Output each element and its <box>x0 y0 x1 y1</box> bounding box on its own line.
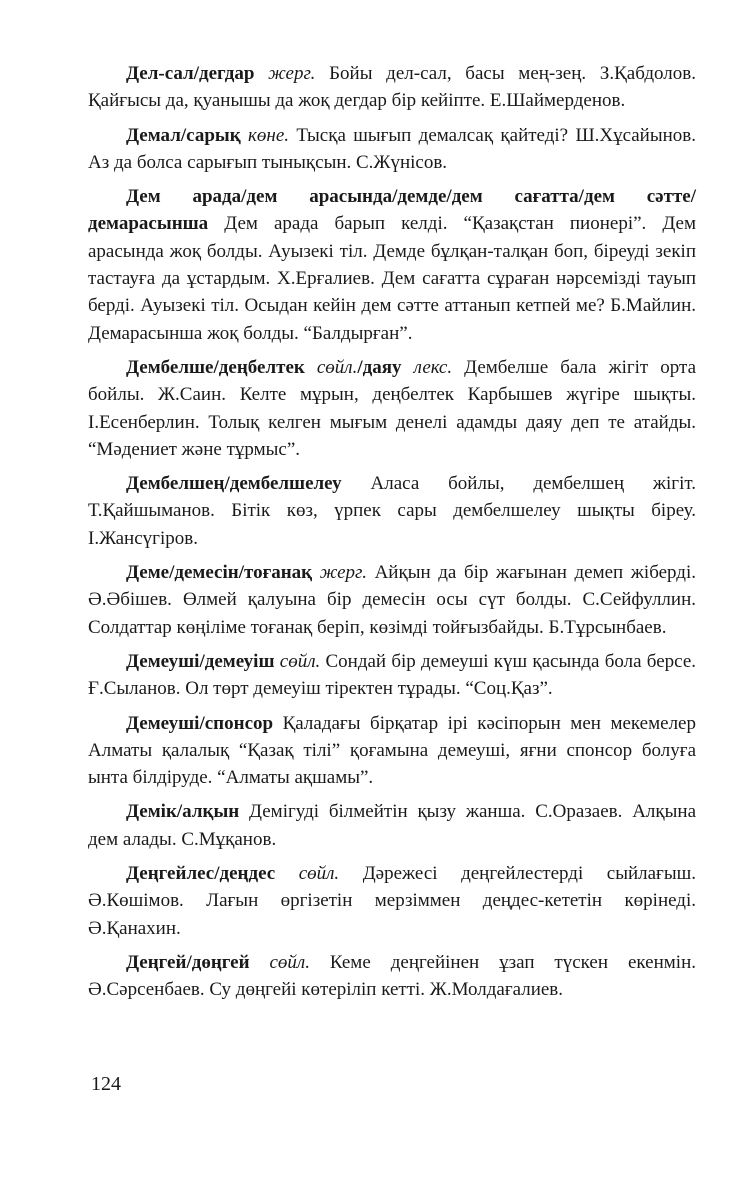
entry-list <box>88 60 696 1004</box>
usage-label: жерг. <box>268 63 316 84</box>
entry-headword: /даяу <box>357 356 402 378</box>
dictionary-entry <box>88 122 696 177</box>
entry-text: Демігуді білмейтін қызу жанша. С.Оразаев. Алқына дем алады. С.Мұқанов. <box>88 801 696 850</box>
entry-text: Дәрежесі деңгейлестерді сыйлағыш. Ә.Көшімов. Лағын өргізетін мерзіммен деңдес-кететін көрінеді. Ә.Қанахин. <box>88 863 696 939</box>
dictionary-entry <box>88 798 696 853</box>
entry-headword: Дембелшең/дембелшелеу <box>126 473 342 495</box>
dictionary-entry <box>88 559 696 641</box>
entry-headword: Демеуші/демеуіш <box>126 650 275 672</box>
entry-text <box>312 562 320 583</box>
entry-text <box>402 357 414 378</box>
entry-text <box>254 63 268 84</box>
entry-text: Бойы дел-сал, басы мең-зең. З.Қабдолов. Қайғысы да, қуанышы да жоқ дегдар бір кейіпте. Е.Шаймерденов. <box>88 63 697 112</box>
usage-label: сөйл. <box>279 650 321 672</box>
entry-headword: Дел-сал/дегдар <box>126 63 255 84</box>
entry-headword: Дембелше/деңбелтек <box>126 356 305 378</box>
dictionary-entry <box>88 183 696 347</box>
dictionary-entry <box>88 860 696 942</box>
entry-headword: Дем арада/дем арасында/демде/дем сағатта/дем сәтте/ демарасынша <box>88 186 696 235</box>
entry-text <box>305 357 317 378</box>
entry-text: Дембелше бала жігіт орта бойлы. Ж.Саин. Келте мұрын, деңбелтек Карбышев жүгіре шықты. І.Есенберлин. Толық келген мығым денелі адамды даяу деп те атайды. “Мәдениет және тұрмыс”. <box>88 356 697 460</box>
dictionary-entry <box>88 354 696 463</box>
usage-label: сөйл. <box>298 863 340 885</box>
entry-headword: Демік/алқын <box>126 801 240 823</box>
dictionary-entry <box>88 60 696 115</box>
entry-text: Сондай бір демеуші күш қасында бола берсе. Ғ.Сыланов. Ол төрт демеуіш тіректен тұрады. “Соц.Қаз”. <box>88 650 696 700</box>
entry-headword: Деңгейлес/деңдес <box>126 863 276 885</box>
entry-text: Аласа бойлы, дембелшең жігіт. Т.Қайшыманов. Бітік көз, үрпек сары дембелшелеу шықты біреу. І.Жансүгіров. <box>88 473 696 549</box>
usage-label: жерг. <box>319 562 367 584</box>
entry-headword: Деңгей/дөңгей <box>126 951 250 973</box>
dictionary-entry <box>88 470 696 552</box>
dictionary-entry <box>88 710 696 792</box>
entry-headword: Демал/сарық <box>126 124 241 146</box>
entry-text: Тысқа шығып демалсақ қайтеді? Ш.Хұсайынов. Аз да болса сарығып тынықсын. С.Жүнісов. <box>88 124 697 173</box>
page-number: 124 <box>91 1073 121 1095</box>
dictionary-page <box>88 60 696 1011</box>
usage-label: лекс. <box>413 356 453 378</box>
entry-text <box>250 952 270 973</box>
entry-text <box>241 125 248 146</box>
usage-label: сөйл. <box>269 951 310 973</box>
entry-headword: Деме/демесін/тоғанақ <box>126 562 313 584</box>
usage-label: сөйл. <box>316 356 358 378</box>
dictionary-entry <box>88 648 696 703</box>
entry-text: Қаладағы бірқатар ірі кәсіпорын мен мекемелер Алматы қалалық “Қазақ тілі” қоғамына демеуші, яғни спонсор болуға ынта білдіруде. “Алматы ақшамы”. <box>88 712 696 789</box>
usage-label: көне. <box>248 124 290 146</box>
entry-text: Айқын да бір жағынан демеп жіберді. Ә.Әбішев. Өлмей қалуына бір демесін осы сүт болды. С.Сейфуллин. Солдаттар көңіліме тоғанақ беріп, көзімді тойғызбайды. Б.Тұрсынбаев. <box>88 562 697 638</box>
entry-headword: Демеуші/спонсор <box>126 712 274 734</box>
entry-text: Дем арада барып келді. “Қазақстан пионері”. Дем арасында жоқ болды. Ауызекі тіл. Демде бұлқан-талқан боп, біреуді зекіп тастауға да ұстардым. Х.Ерғалиев. Дем сағатта сұраған нәрсемізді тауып берді. Ауызекі тіл. Осыдан кейін дем сәтте аттанып кетпей ме? Б.Майлин. Демарасынша жоқ болды. “Балдырған”. <box>88 213 696 344</box>
dictionary-entry <box>88 949 696 1004</box>
entry-text <box>275 863 299 884</box>
entry-text: Кеме деңгейінен ұзап түскен екенмін. Ә.Сәрсенбаев. Су дөңгейі көтеріліп кетті. Ж.Молдағалиев. <box>88 951 696 1001</box>
